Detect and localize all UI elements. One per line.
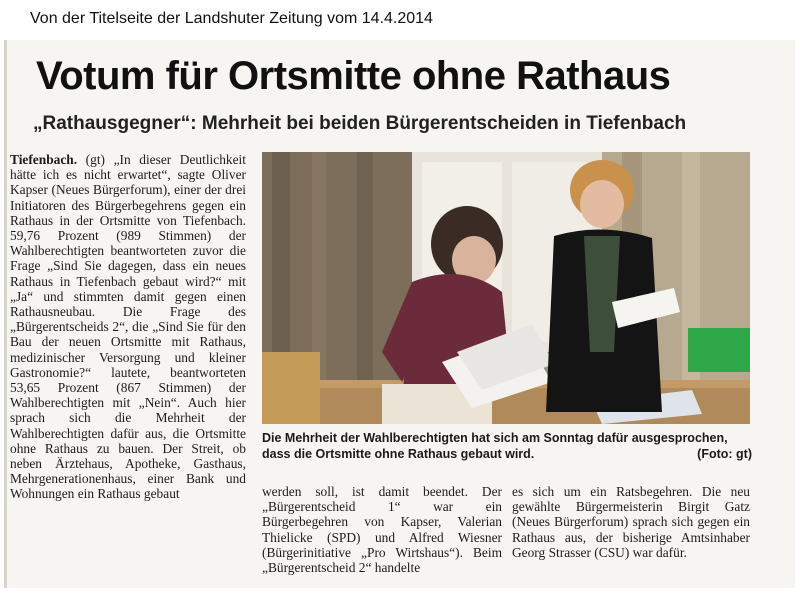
article-body-col1: (gt) „In dieser Deutlichkeit hätte ich es nicht erwartet“, sagte Oliver Kapser (Neues Bürgerforum), einer der drei Initiatoren des Bürgerbegehrens gegen ein Rathaus in der Ortsmitte von Tiefenbach. 59,76 Prozent (989 Stimmen) der Wahlberechtigten beantworteten zuvor die Frage „Sind Sie dagegen, dass ein neues Rathaus in Tiefenbach gebaut wird?“ mit „Ja“ und stimmten damit gegen einen Rathausneubau. Die Frage des „Bürgerentscheids 2“, die „Sind Sie für den Bau der neuen Ortsmitte mit Rathaus, medizinischer Versorgung und kleiner Gastronomie?“ lautete, beantworteten 53,65 Prozent (867 Stimmen) der Wahlberechtigten mit „Nein“. Auch hier sprach sich die Mehrheit der Wahlberechtigten dafür aus, die Ortsmitte ohne Rathaus zu bauen. Der Streit, ob neben Ärztehaus, Apotheke, Gasthaus, Mehrgenerationenhaus, einer Bank und Wohnungen ein Rathaus gebaut [10, 152, 246, 502]
photo-illustration [262, 152, 750, 424]
article-headline: Votum für Ortsmitte ohne Rathaus [36, 54, 671, 98]
article-column-1 [10, 152, 246, 502]
photo-caption [262, 430, 752, 462]
article-column-3: es sich um ein Ratsbegehren. Die neu gewählte Bürgermeisterin Birgit Gatz (Neues Bürgerforum) sprach sich gegen ein Rathaus aus, der bisherige Amtsinhaber Georg Strasser (CSU) war dafür. [512, 484, 750, 560]
article-photo [262, 152, 750, 424]
article-column-2: werden soll, ist damit beendet. Der „Bürgerentscheid 1“ war ein Bürgerbegehren von Kapser, Valerian Thielicke (SPD) und Alfred Wiesner (Bürgerinitiative „Pro Wirtshaus“). Beim „Bürgerentscheid 2“ handelte [262, 484, 502, 576]
article-subheadline: „Rathausgegner“: Mehrheit bei beiden Bürgerentscheiden in Tiefenbach [33, 113, 687, 134]
page-caption: Von der Titelseite der Landshuter Zeitung vom 14.4.2014 [30, 10, 433, 27]
photo-credit: (Foto: gt) [697, 447, 752, 461]
dateline: Tiefenbach. [10, 152, 78, 167]
photo-caption-text: Die Mehrheit der Wahlberechtigten hat sich am Sonntag dafür ausgesprochen, dass die Ortsmitte ohne Rathaus gebaut wird. [262, 431, 728, 461]
